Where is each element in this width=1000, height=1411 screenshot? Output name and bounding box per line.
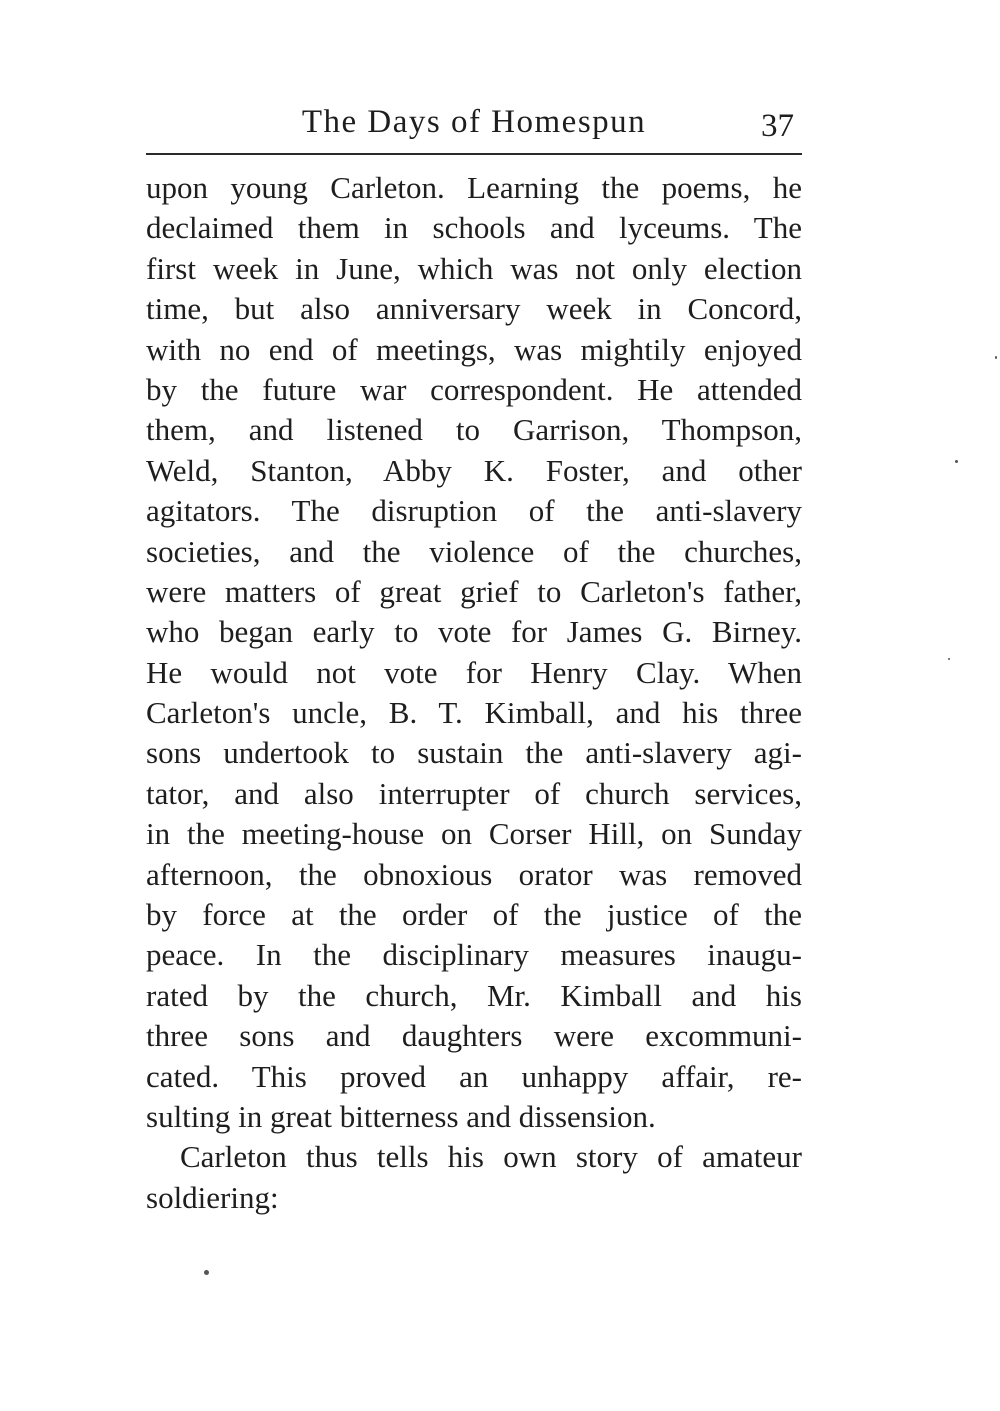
scan-speck <box>948 658 950 660</box>
text-line: afternoon, the obnoxious orator was removed <box>146 856 802 892</box>
text-line: Carleton's uncle, B. T. Kimball, and his three <box>146 695 802 731</box>
text-line: sulting in great bitterness and dissension. <box>146 1098 656 1134</box>
text-line: time, but also anniversary week in Concord, <box>146 291 802 327</box>
text-line: them, and listened to Garrison, Thompson, <box>146 412 802 448</box>
text-line: societies, and the violence of the churches, <box>146 533 802 569</box>
text-line: cated. This proved an unhappy affair, re- <box>146 1058 802 1094</box>
text-line: upon young Carleton. Learning the poems, he <box>146 170 802 205</box>
text-line: agitators. The disruption of the anti-slavery <box>146 493 802 529</box>
text-line: with no end of meetings, was mightily enjoyed <box>146 331 802 367</box>
scan-speck <box>955 460 958 463</box>
text-line: by the future war correspondent. He attended <box>146 371 802 407</box>
text-line: who began early to vote for James G. Birney. <box>146 614 802 650</box>
text-line: in the meeting-house on Corser Hill, on Sunday <box>146 816 802 852</box>
running-head <box>146 100 802 148</box>
text-line: declaimed them in schools and lyceums. The <box>146 210 802 246</box>
page-number: 37 <box>761 108 794 144</box>
text-line: were matters of great grief to Carleton's father, <box>146 573 802 609</box>
text-line: Carleton thus tells his own story of amateur <box>180 1139 802 1175</box>
body-text <box>146 168 802 1218</box>
text-line: He would not vote for Henry Clay. When <box>146 654 802 690</box>
text-line: peace. In the disciplinary measures inaugu- <box>146 937 802 973</box>
text-line: sons undertook to sustain the anti-slavery agi- <box>146 735 802 771</box>
running-title: The Days of Homespun <box>301 104 647 140</box>
text-line: by force at the order of the justice of the <box>146 897 802 933</box>
scan-speck <box>995 356 997 359</box>
header-rule <box>146 153 802 155</box>
text-line: first week in June, which was not only election <box>146 250 802 286</box>
text-line: rated by the church, Mr. Kimball and his <box>146 977 802 1013</box>
scan-speck <box>204 1270 209 1275</box>
text-line: three sons and daughters were excommuni- <box>146 1018 802 1054</box>
text-line: tator, and also interrupter of church services, <box>146 775 802 811</box>
text-line: soldiering: <box>146 1179 279 1215</box>
text-line: Weld, Stanton, Abby K. Foster, and other <box>146 452 802 488</box>
